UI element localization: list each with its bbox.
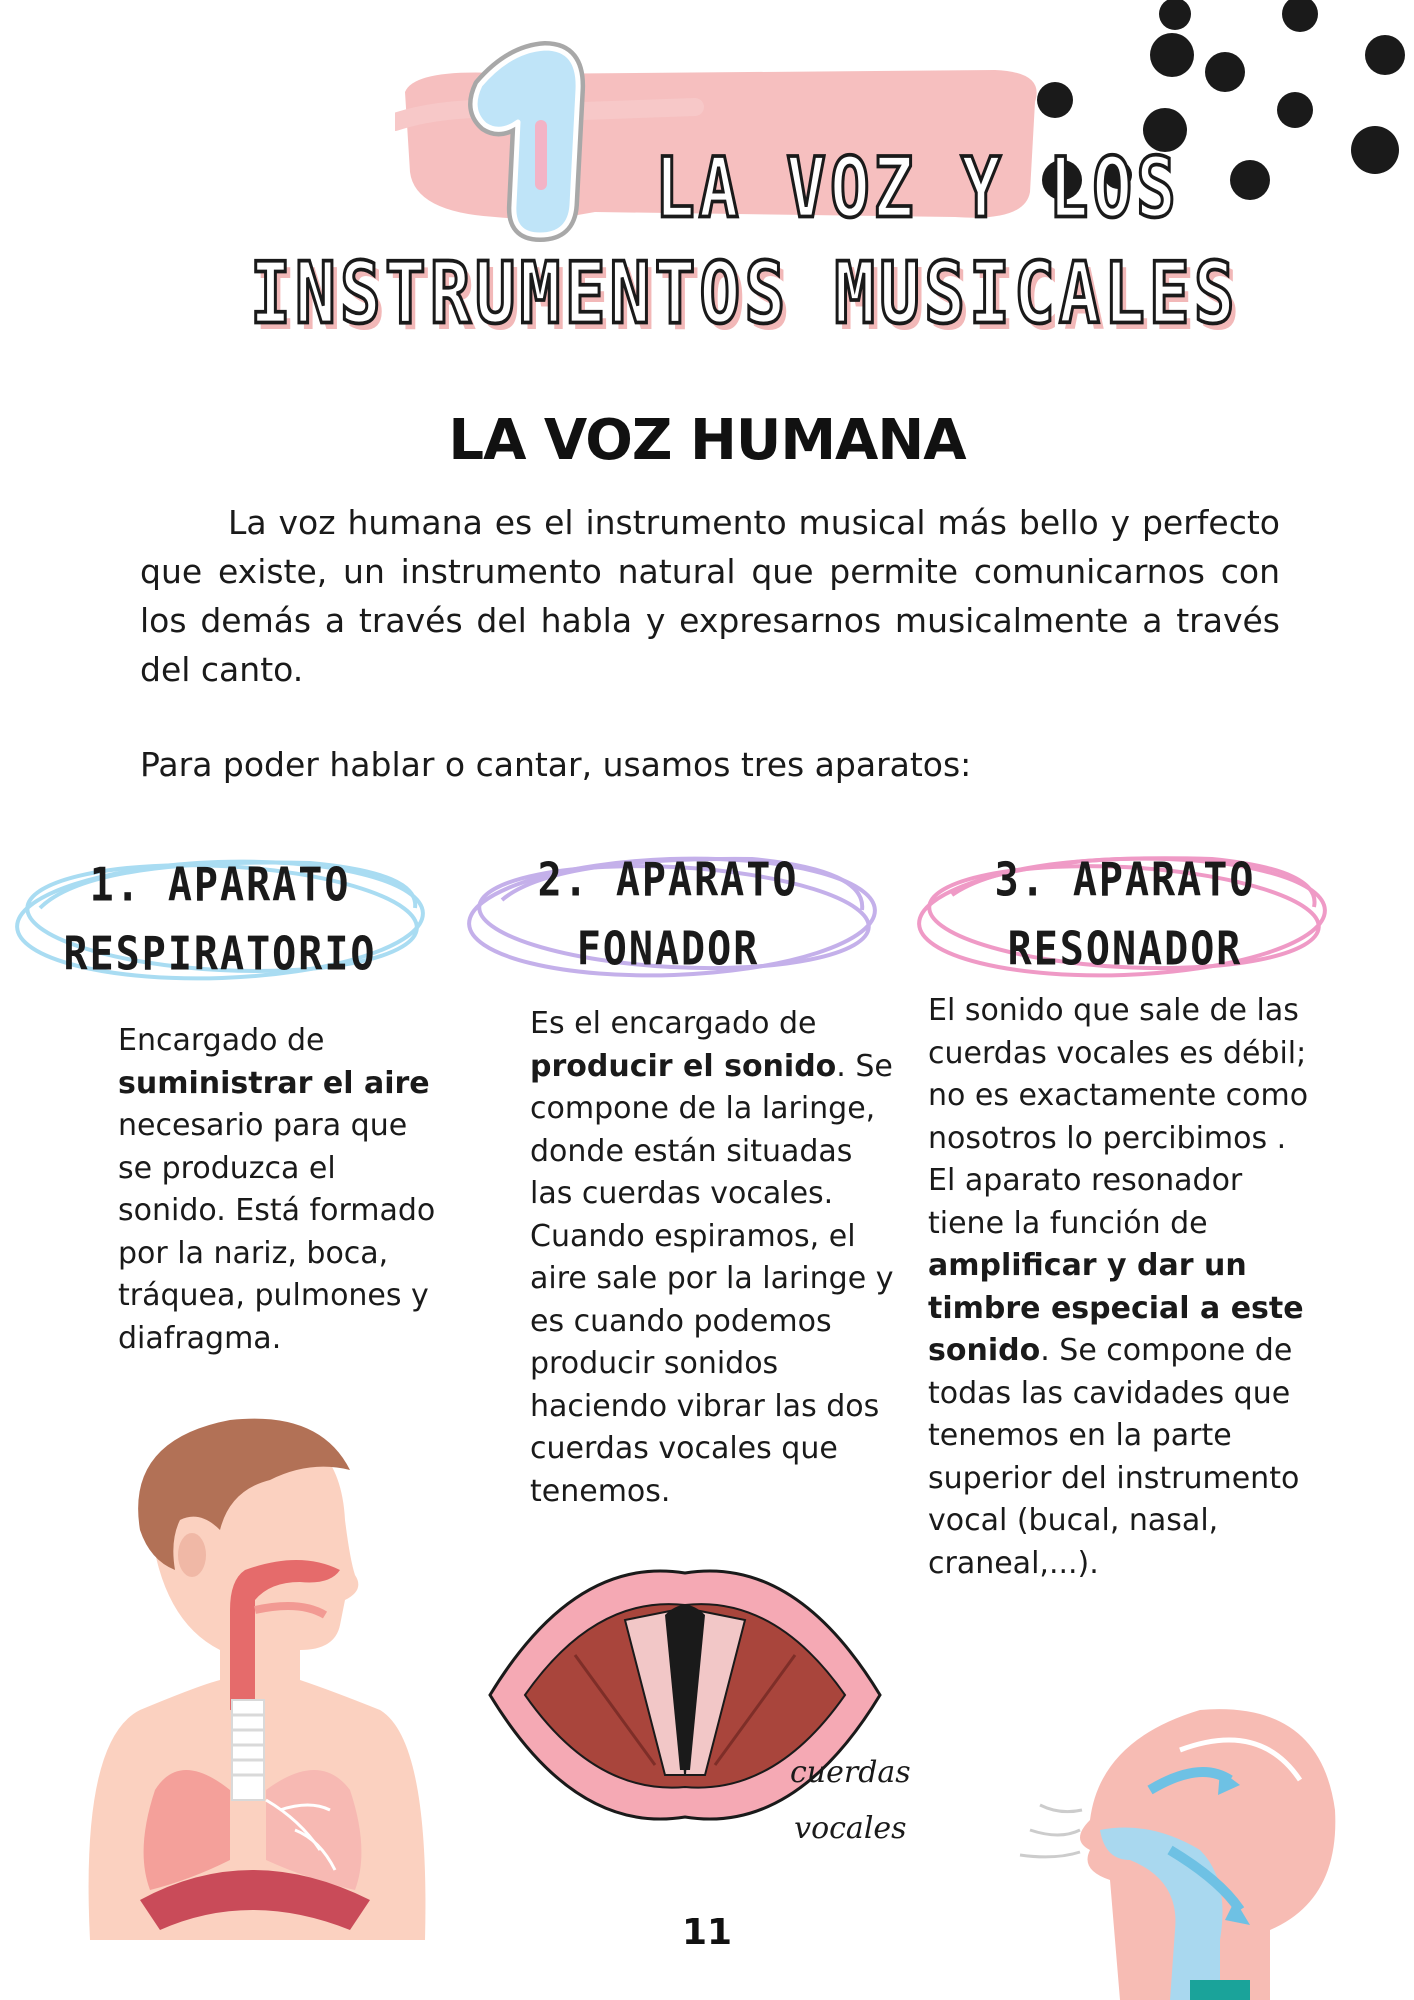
column-2-text-end: . Se compone de la laringe, donde están situadas las cuerdas vocales. Cuando espiramos, el aire sale por la laringe y es cuando podemos producir sonidos haciendo vibrar las dos cuerdas vocales que tenemos. bbox=[530, 1048, 894, 1509]
column-1-text-end: necesario para que se produzca el sonido. Está formado por la nariz, boca, tráquea, pulmones y diafragma. bbox=[118, 1108, 436, 1356]
column-2-title-line2: FONADOR bbox=[576, 923, 760, 976]
column-3-text-end: . Se compone de todas las cavidades que tenemos en la parte superior del instrumento vocal (bucal, nasal, craneal,...). bbox=[928, 1333, 1300, 1581]
column-2-title-line1: 2. APARATO bbox=[537, 854, 799, 907]
intro-paragraph: La voz humana es el instrumento musical más bello y perfecto que existe, un instrumento natural que permite comunicarnos con los demás a través del habla y expresarnos musicalmente a través del canto. bbox=[140, 503, 1280, 689]
vocal-cords-caption-line2: vocales bbox=[794, 1811, 907, 1846]
chapter-title-line2: INSTRUMENTOS MUSICALES bbox=[250, 245, 1239, 344]
column-3-text bbox=[928, 990, 1318, 1585]
column-1-title-line1: 1. APARATO bbox=[89, 859, 351, 912]
column-3-title-line2: RESONADOR bbox=[1007, 923, 1243, 976]
column-1-title-line2: RESPIRATORIO bbox=[63, 928, 377, 981]
page-heading: LA VOZ HUMANA bbox=[448, 408, 966, 473]
vocal-cords-caption-line1: cuerdas bbox=[790, 1755, 911, 1790]
vocal-cords-caption bbox=[790, 1745, 911, 1857]
column-1-text-bold: suministrar el aire bbox=[118, 1065, 430, 1101]
chapter-number-badge bbox=[440, 30, 610, 250]
chapter-number: 1 bbox=[518, 161, 532, 185]
column-2-text bbox=[530, 1003, 900, 1513]
column-1-title bbox=[30, 851, 410, 989]
column-1-text bbox=[118, 1020, 448, 1360]
column-3-text-bold: amplificar y dar un timbre especial a este sonido bbox=[928, 1248, 1304, 1368]
column-2-title bbox=[478, 846, 858, 984]
column-3-title bbox=[935, 846, 1315, 984]
chapter-title-line1: LA VOZ Y LOS bbox=[655, 140, 1180, 237]
column-1-text-start: Encargado de bbox=[118, 1023, 325, 1058]
lead-sentence: Para poder hablar o cantar, usamos tres aparatos: bbox=[140, 745, 972, 784]
respiratory-system-illustration bbox=[80, 1410, 440, 1940]
page-number: 11 bbox=[681, 1912, 733, 1953]
column-2-text-bold: producir el sonido bbox=[530, 1048, 837, 1084]
column-2-text-start: Es el encargado de bbox=[530, 1006, 817, 1041]
column-3-text-start: El sonido que sale de las cuerdas vocales es débil; no es exactamente como nosotros lo percibimos . El aparato resonador tiene la función de bbox=[928, 993, 1309, 1241]
column-3-title-line1: 3. APARATO bbox=[994, 854, 1256, 907]
